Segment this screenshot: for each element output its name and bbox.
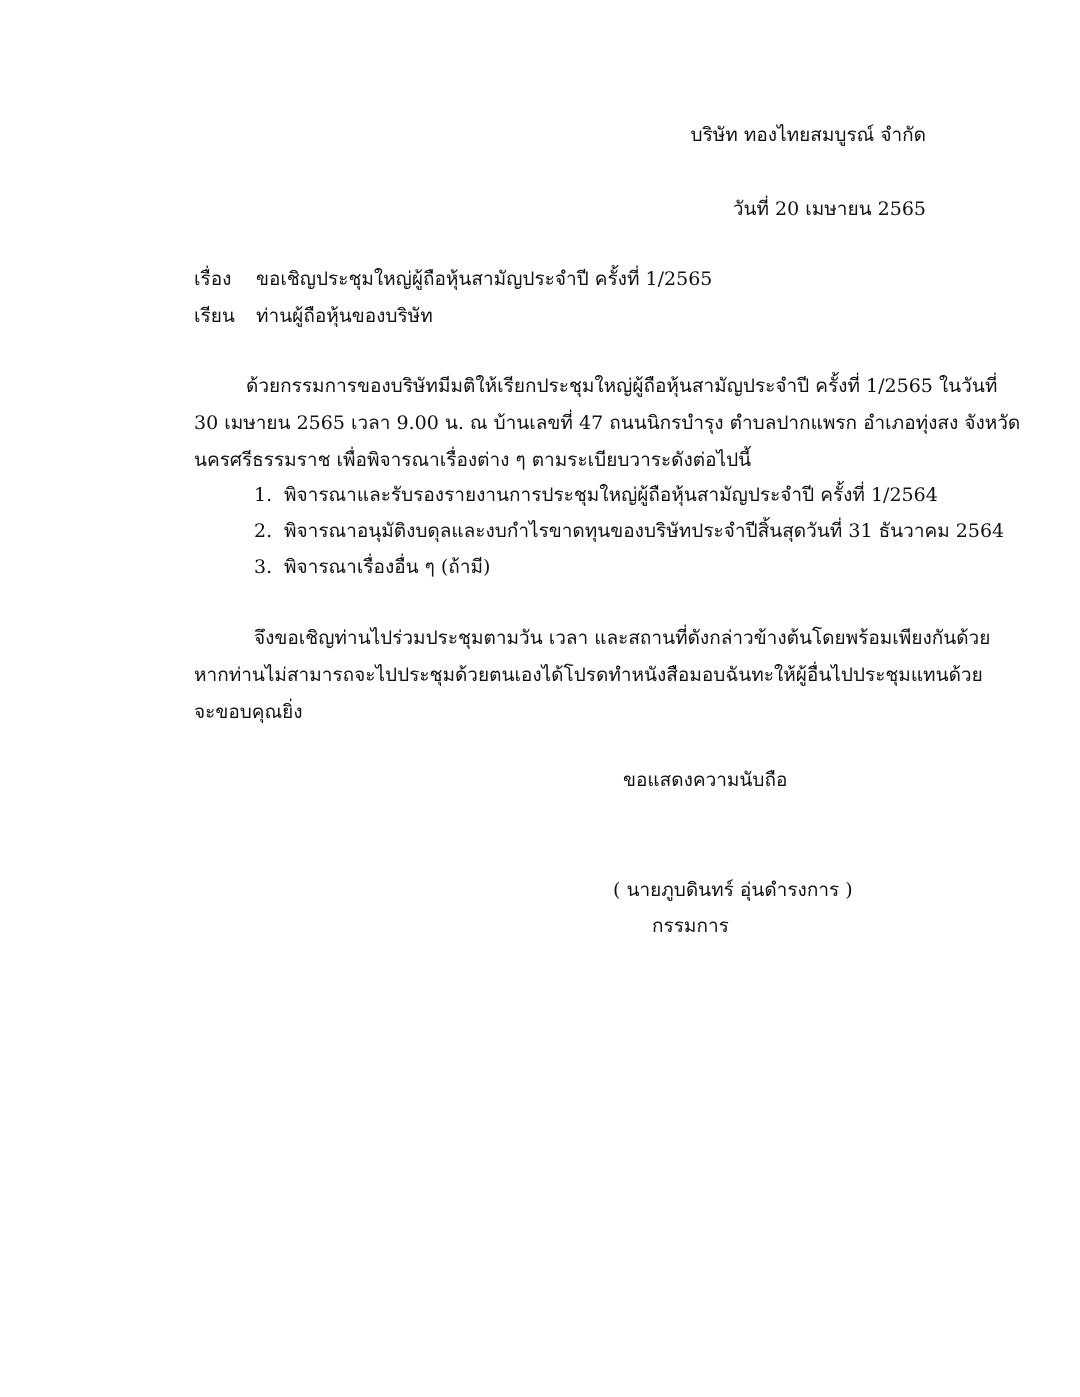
agenda-number: 2. xyxy=(254,520,273,542)
subject-label: เรื่อง xyxy=(194,268,232,290)
addressee-label: เรียน xyxy=(194,305,235,327)
addressee-text: ท่านผู้ถือหุ้นของบริษัท xyxy=(256,305,433,327)
intro-line: นครศรีธรรมราช เพื่อพิจารณาเรื่องต่าง ๆ ตามระเบียบวาระดังต่อไปนี้ xyxy=(194,449,752,471)
agenda-number: 3. xyxy=(254,556,273,578)
company-name: บริษัท ทองไทยสมบูรณ์ จำกัด xyxy=(690,124,926,146)
signatory-name: ( นายภูบดินทร์ อุ่นดำรงการ ) xyxy=(613,879,853,901)
invitation-line: หากท่านไม่สามารถจะไปประชุมด้วยตนเองได้โปรดทำหนังสือมอบฉันทะให้ผู้อื่นไปประชุมแทนด้วย xyxy=(194,664,983,686)
signatory-title: กรรมการ xyxy=(652,915,729,937)
agenda-number: 1. xyxy=(254,484,273,506)
invitation-line: จึงขอเชิญท่านไปร่วมประชุมตามวัน เวลา และสถานที่ดังกล่าวข้างต้นโดยพร้อมเพียงกันด้วย xyxy=(254,627,991,649)
intro-line: ด้วยกรรมการของบริษัทมีมติให้เรียกประชุมใหญ่ผู้ถือหุ้นสามัญประจำปี ครั้งที่ 1/2565 ในวันที่ xyxy=(246,375,998,397)
invitation-line: จะขอบคุณยิ่ง xyxy=(194,701,303,723)
intro-line: 30 เมษายน 2565 เวลา 9.00 น. ณ บ้านเลขที่ 47 ถนนนิกรบำรุง ตำบลปากแพรก อำเภอทุ่งสง จังหวัด xyxy=(194,412,1021,434)
agenda-item xyxy=(254,486,938,505)
agenda-text: พิจารณาเรื่องอื่น ๆ (ถ้ามี) xyxy=(284,556,491,578)
closing-text: ขอแสดงความนับถือ xyxy=(623,769,788,791)
agenda-item xyxy=(254,558,490,577)
agenda-text: พิจารณาอนุมัติงบดุลและงบกำไรขาดทุนของบริษัทประจำปีสิ้นสุดวันที่ 31 ธันวาคม 2564 xyxy=(284,520,1005,542)
letter-date: วันที่ 20 เมษายน 2565 xyxy=(732,198,926,220)
subject-text: ขอเชิญประชุมใหญ่ผู้ถือหุ้นสามัญประจำปี ครั้งที่ 1/2565 xyxy=(256,268,713,290)
agenda-item xyxy=(254,522,1004,541)
agenda-text: พิจารณาและรับรองรายงานการประชุมใหญ่ผู้ถือหุ้นสามัญประจำปี ครั้งที่ 1/2564 xyxy=(284,484,938,506)
